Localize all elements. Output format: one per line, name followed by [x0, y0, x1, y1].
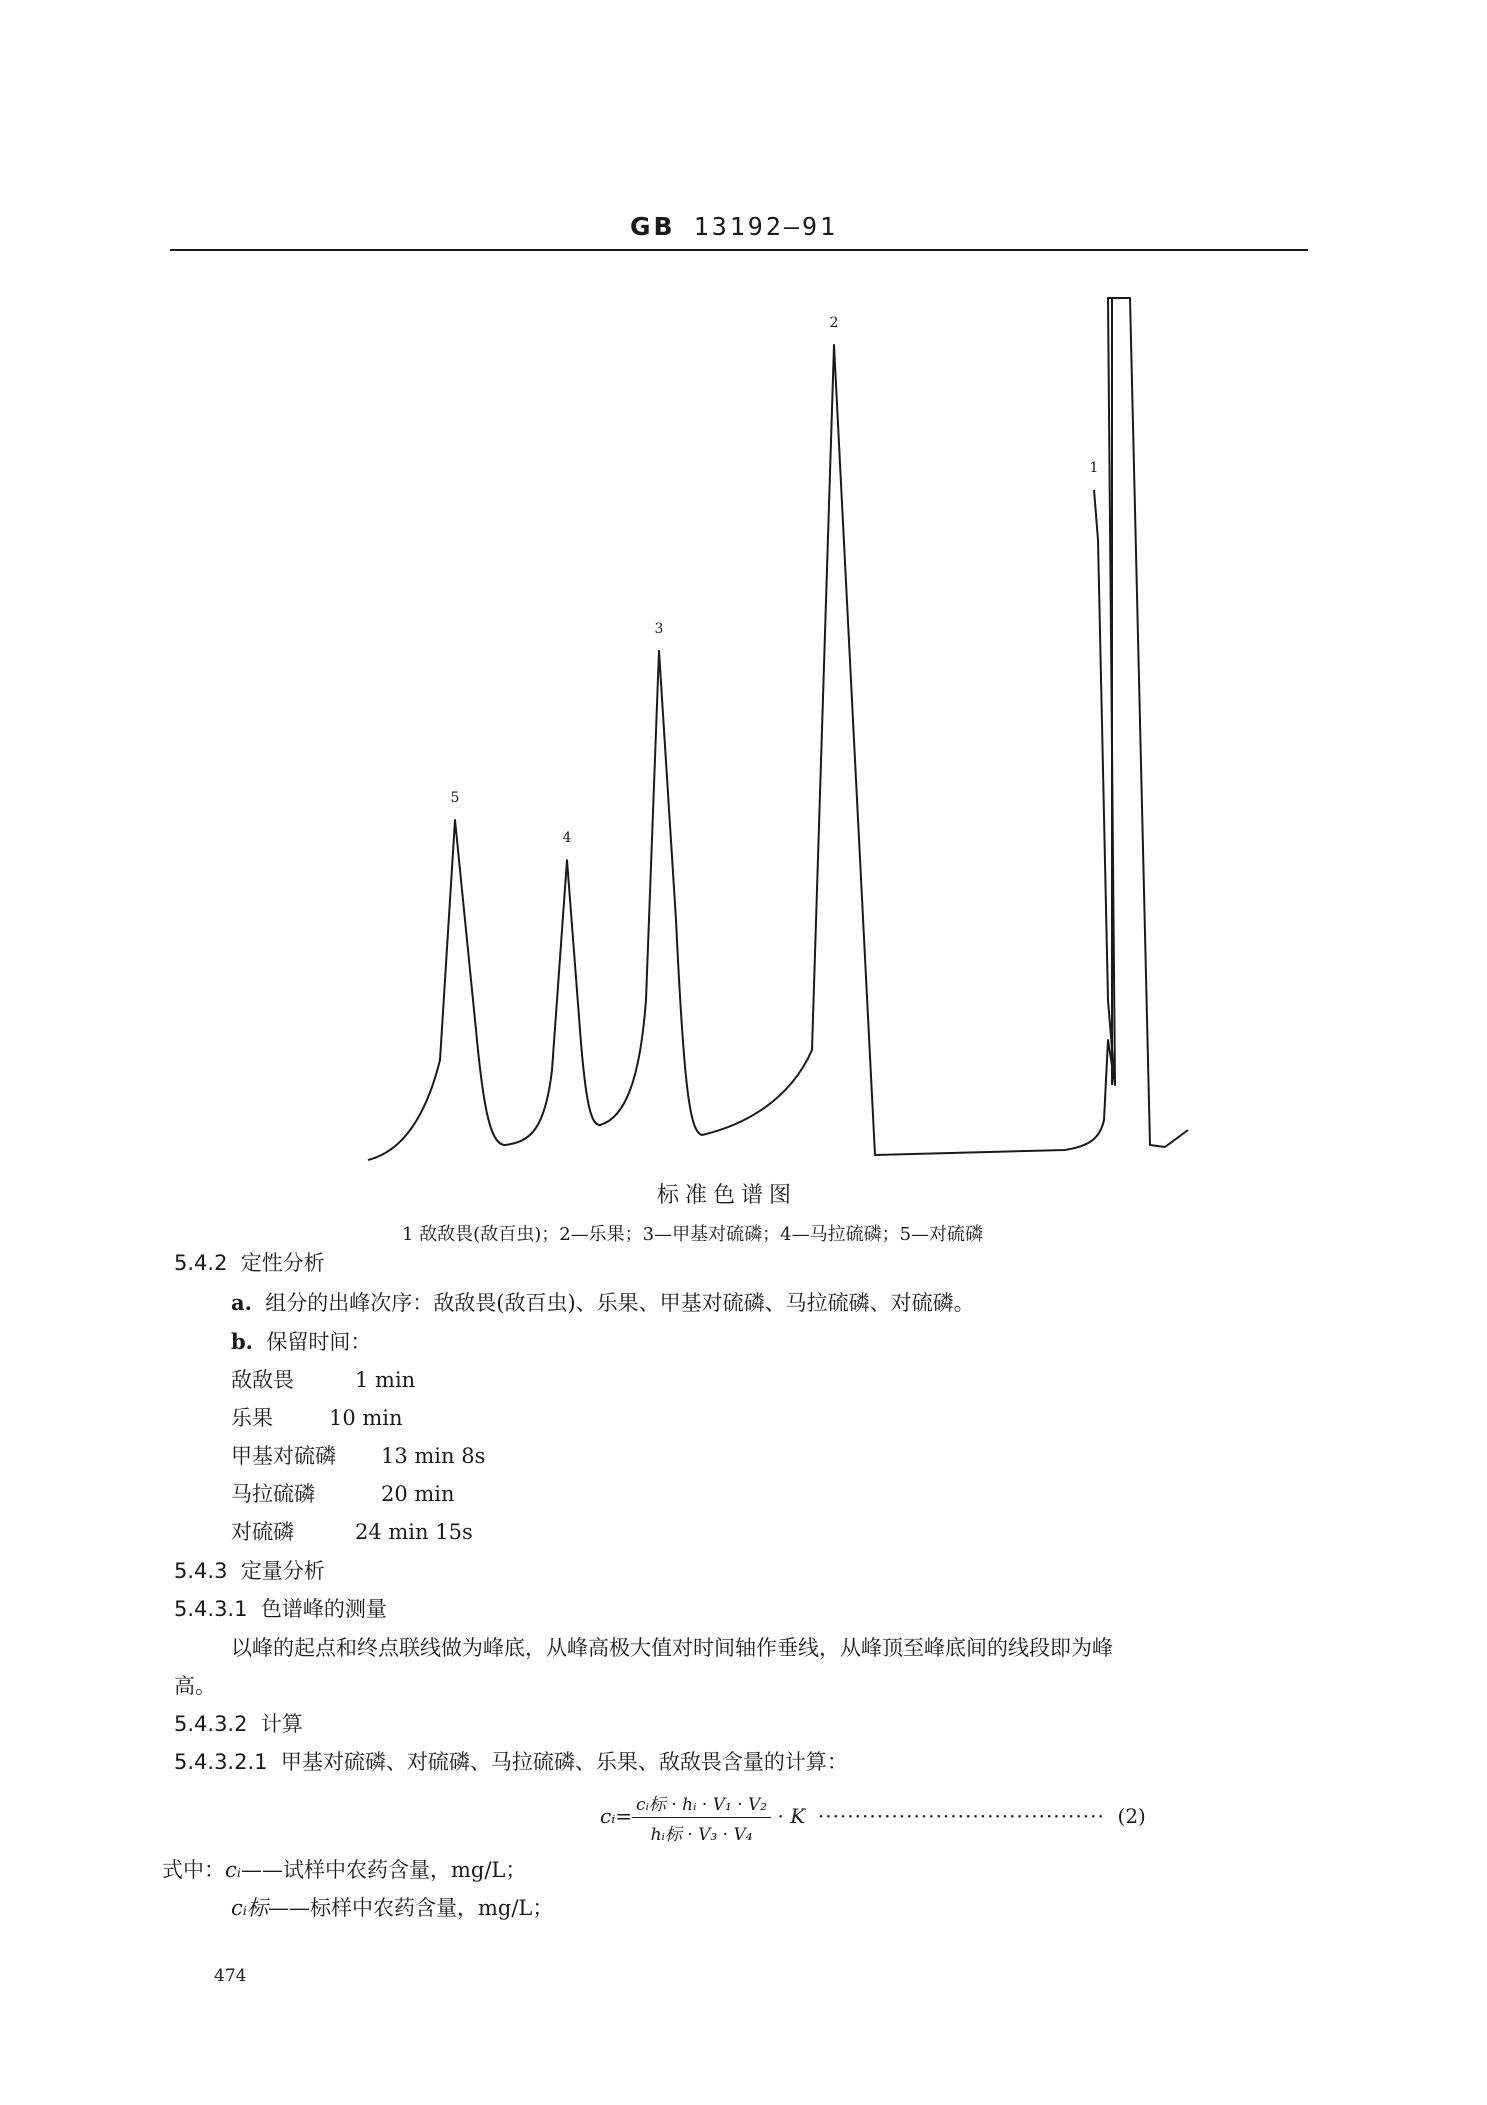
peak-label: 1: [1089, 459, 1099, 476]
section-5-4-3: [174, 1561, 325, 1582]
formula-numerator: cᵢ标 · hᵢ · V₁ · V₂: [632, 1790, 771, 1818]
standard-prefix: GB: [630, 212, 676, 241]
section-title: 甲基对硫磷、对硫磷、马拉硫磷、乐果、敌敌畏含量的计算：: [280, 1750, 848, 1774]
section-title: 计算: [260, 1712, 303, 1736]
chart-caption-title: 标准色谱图: [657, 1183, 798, 1208]
section-number: 5.4.3.2: [174, 1712, 248, 1736]
retention-row: 甲基对硫磷 13 min 8s: [231, 1444, 486, 1468]
formula-lhs: cᵢ=: [600, 1804, 632, 1828]
retention-row: 对硫磷 24 min 15s: [231, 1520, 473, 1544]
peak-label: 2: [829, 315, 839, 331]
chromatogram-trace: [368, 298, 1188, 1160]
item-text: 保留时间：: [266, 1330, 372, 1354]
section-5-4-3-1: [174, 1599, 387, 1620]
definition-text: ——试样中农药含量，mg/L；: [241, 1858, 527, 1882]
section-title: 定量分析: [240, 1559, 325, 1583]
section-number: 5.4.3: [174, 1559, 228, 1583]
section-5-4-2: [174, 1253, 325, 1274]
item-a: [231, 1292, 975, 1314]
peak-label: 3: [654, 620, 664, 637]
item-marker: a.: [231, 1290, 252, 1315]
section-number: 5.4.3.1: [174, 1597, 248, 1621]
retention-row: 乐果 10 min: [231, 1406, 403, 1430]
section-number: 5.4.3.2.1: [174, 1750, 268, 1774]
formula-2: [600, 1790, 1146, 1845]
item-marker: b.: [231, 1329, 253, 1354]
retention-row: 马拉硫磷 20 min: [231, 1482, 455, 1506]
symbol: cᵢ: [225, 1858, 241, 1882]
symbol: cᵢ标: [231, 1896, 268, 1920]
peak-label: 5: [450, 789, 460, 806]
item-b: [231, 1331, 371, 1353]
formula-fraction: [632, 1790, 771, 1845]
peak-label: 4: [562, 830, 572, 847]
formula-leader-dots: ·······································: [817, 1804, 1105, 1828]
item-text: 组分的出峰次序：敌敌畏(敌百虫)、乐果、甲基对硫磷、马拉硫磷、对硫磷。: [265, 1291, 975, 1315]
section-5-4-3-2-1: [174, 1752, 848, 1773]
definition-line: [231, 1898, 553, 1919]
paragraph-line: 高。: [174, 1674, 216, 1698]
formula-denominator: hᵢ标 · V₃ · V₄: [650, 1825, 753, 1845]
definition-text: ——标样中农药含量，mg/L；: [268, 1896, 554, 1920]
section-5-4-3-2: [174, 1714, 303, 1735]
definition-line: [162, 1860, 526, 1881]
section-title: 定性分析: [240, 1251, 325, 1275]
page-number: 474: [214, 1966, 247, 1986]
where-prefix: 式中：: [162, 1858, 225, 1882]
section-number: 5.4.2: [174, 1251, 228, 1275]
equation-number: (2): [1117, 1804, 1146, 1828]
paragraph-line: 以峰的起点和终点联线做为峰底，从峰高极大值对时间轴作垂线，从峰顶至峰底间的线段即为峰: [231, 1636, 1113, 1660]
retention-row: 敌敌畏 1 min: [231, 1368, 416, 1392]
section-title: 色谱峰的测量: [260, 1597, 387, 1621]
chart-caption-legend: 1 敌敌畏(敌百虫)；2—乐果；3—甲基对硫磷；4—马拉硫磷；5—对硫磷: [402, 1224, 984, 1245]
standard-code: 13192—91: [693, 212, 839, 241]
formula-tail: · K: [777, 1804, 806, 1828]
